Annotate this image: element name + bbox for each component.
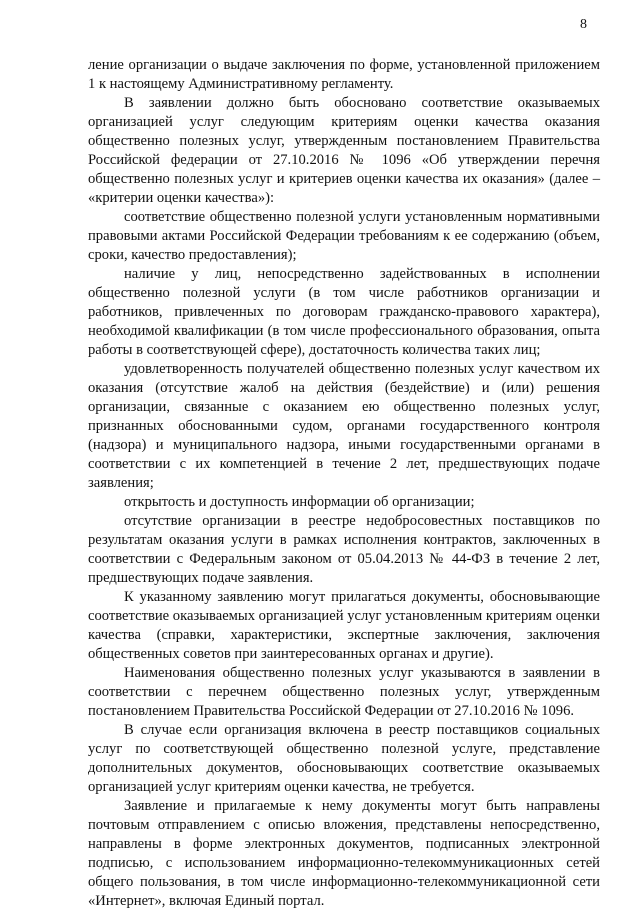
- paragraph: В случае если организация включена в реестр поставщиков социальных услуг по соответствующей общественно полезной услуге, представление дополнительных документов, обосновывающих соответствие оказываемых организацией услуг критериям оценки качества, не требуется.: [88, 722, 600, 795]
- paragraph: отсутствие организации в реестре недобросовестных поставщиков по результатам оказания услуги в рамках исполнения контрактов, заключенных в соответствии с Федеральным законом от 05.04.2013 № 44-ФЗ в течение 2 лет, предшествующих подаче заявления.: [88, 513, 600, 586]
- paragraph: удовлетворенность получателей общественно полезных услуг качеством их оказания (отсутствие жалоб на действия (бездействие) и (или) решения организации, связанные с оказанием ею общественно полезных услуг, признанных обоснованными судом, органами государственного контроля (надзора) и муниципального надзора, иными государственными органами в соответствии с их компетенцией в течение 2 лет, предшествующих подаче заявления;: [88, 361, 600, 491]
- paragraph: Наименования общественно полезных услуг указываются в заявлении в соответствии с перечнем общественно полезных услуг, утвержденным постановлением Правительства Российской Федерации от 27.10.2016 № 1096.: [88, 665, 600, 719]
- document-body: [88, 56, 600, 911]
- paragraph: наличие у лиц, непосредственно задействованных в исполнении общественно полезной услуги (в том числе работников организации и работников, привлеченных по договорам гражданско-правового характера), необходимой квалификации (в том числе профессионального образования, опыта работы в соответствующей сфере), достаточность количества таких лиц;: [88, 266, 600, 358]
- paragraph: ление организации о выдаче заключения по форме, установленной приложением 1 к настоящему Административному регламенту.: [88, 57, 600, 92]
- paragraph: К указанному заявлению могут прилагаться документы, обосновывающие соответствие оказываемых организацией услуг установленным критериям оценки качества (справки, характеристики, экспертные заключения, заключения общественных советов при заинтересованных органах и другие).: [88, 589, 600, 662]
- paragraph: соответствие общественно полезной услуги установленным нормативными правовыми актами Российской Федерации требованиям к ее содержанию (объем, сроки, качество предоставления);: [88, 209, 600, 263]
- paragraph: В заявлении должно быть обосновано соответствие оказываемых организацией услуг следующим критериям оценки качества оказания общественно полезных услуг, утвержденным постановлением Правительства Российской федерации от 27.10.2016 № 1096 «Об утверждении перечня общественно полезных услуг и критериев оценки качества их оказания» (далее – «критерии оценки качества»):: [88, 95, 600, 206]
- paragraph: открытость и доступность информации об организации;: [124, 494, 475, 510]
- page-number: 8: [580, 17, 587, 32]
- paragraph: Заявление и прилагаемые к нему документы могут быть направлены почтовым отправлением с описью вложения, представлены непосредственно, направлены в форме электронных документов, подписанных электронной подписью, с использованием информационно-телекоммуникационных сетей общего пользования, в том числе информационно-телекоммуникационной сети «Интернет», включая Единый портал.: [88, 798, 600, 909]
